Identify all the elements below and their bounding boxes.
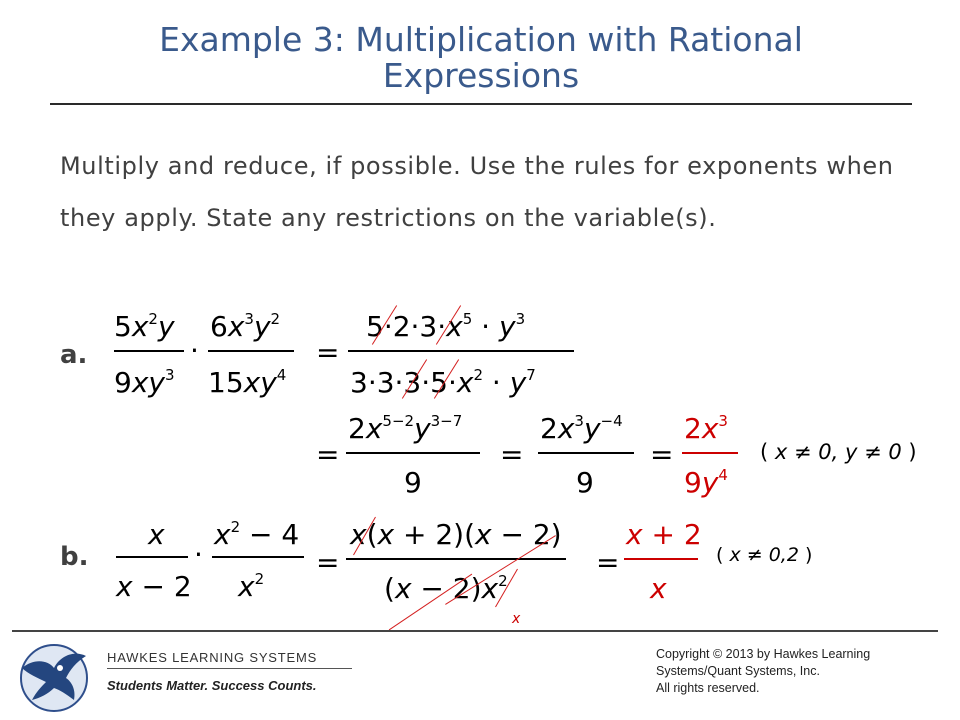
slide-title-line2: Expressions [382,56,580,95]
brand-name: HAWKES LEARNING SYSTEMS [107,650,318,665]
instructions-text: Multiply and reduce, if possible. Use the rules for exponents when they apply. State any restrictions on the variable(s). [60,152,894,232]
copyright-notice [656,646,946,697]
frac1-bar [114,350,184,352]
equals-sign: = [316,336,340,369]
title-divider [50,103,912,105]
problem-a-label: a. [60,340,88,370]
frac2-denominator: $15xy^4$ [208,365,287,399]
brand-divider [107,668,352,669]
step2-numerator: $2x^3y^{-4}$ [540,411,623,445]
footer-divider [12,630,938,632]
frac2-bar [208,350,294,352]
step1-numerator: $2x^{5-2}y^{3-7}$ [348,411,463,445]
cancel-note: x [512,611,521,627]
answer-a-denominator: $9y^4$ [684,465,728,499]
equals-sign: = [316,438,340,471]
answer-b-bar [624,558,698,560]
step1-denominator: 9 [404,466,422,499]
b-frac2-denominator: $x^2$ [238,569,265,603]
restriction-b: ( x ≠ 0,2 ) [716,544,813,566]
times-dot: · [194,538,203,571]
expanded-denominator: $3\cdot 3\cdot 3\cdot 5\cdot x^2 \cdot y^7$ [350,365,536,399]
eagle-logo-icon [14,638,90,714]
frac1-numerator: $5x^2y$ [114,309,175,343]
copyright-line: Systems/Quant Systems, Inc. [656,664,820,678]
restriction-a: ( x ≠ 0, y ≠ 0 ) [760,440,917,464]
answer-b-denominator: x [650,572,667,605]
step2-denominator: 9 [576,466,594,499]
equals-sign: = [650,438,674,471]
restriction-a-text: x ≠ 0, y ≠ 0 [774,440,902,464]
b-expanded-bar [346,558,566,560]
answer-a-numerator: $2x^3$ [684,411,728,445]
frac1-denominator: $9xy^3$ [114,365,175,399]
times-dot: · [190,334,199,367]
problem-b-label: b. [60,542,89,572]
frac2-numerator: $6x^3y^2$ [210,309,281,343]
step1-bar [346,452,480,454]
restriction-b-text: x ≠ 0,2 [729,544,799,566]
answer-a-bar [682,452,738,454]
answer-b-numerator: x + 2 [626,518,702,551]
b-expanded-denominator: $(x - 2)x^2$ [384,571,508,605]
equals-sign: = [316,546,340,579]
b-frac2-bar [212,556,304,558]
b-frac1-denominator: x − 2 [116,570,192,603]
brand-tagline: Students Matter. Success Counts. [107,678,317,693]
expanded-numerator: $5\cdot 2\cdot 3\cdot x^5 \cdot y^3$ [366,309,526,343]
b-expanded-numerator: x(x + 2)(x − 2) [350,518,562,551]
copyright-line: Copyright © 2013 by Hawkes Learning [656,647,871,661]
equals-sign: = [500,438,524,471]
expanded-bar [348,350,574,352]
step2-bar [538,452,634,454]
slide-title [50,22,912,94]
b-frac2-numerator: $x^2 - 4$ [214,517,300,551]
b-frac1-numerator: x [148,518,165,551]
b-frac1-bar [116,556,188,558]
copyright-line: All rights reserved. [656,681,760,695]
equals-sign: = [596,546,620,579]
slide-title-line1: Example 3: Multiplication with Rational [159,20,803,59]
